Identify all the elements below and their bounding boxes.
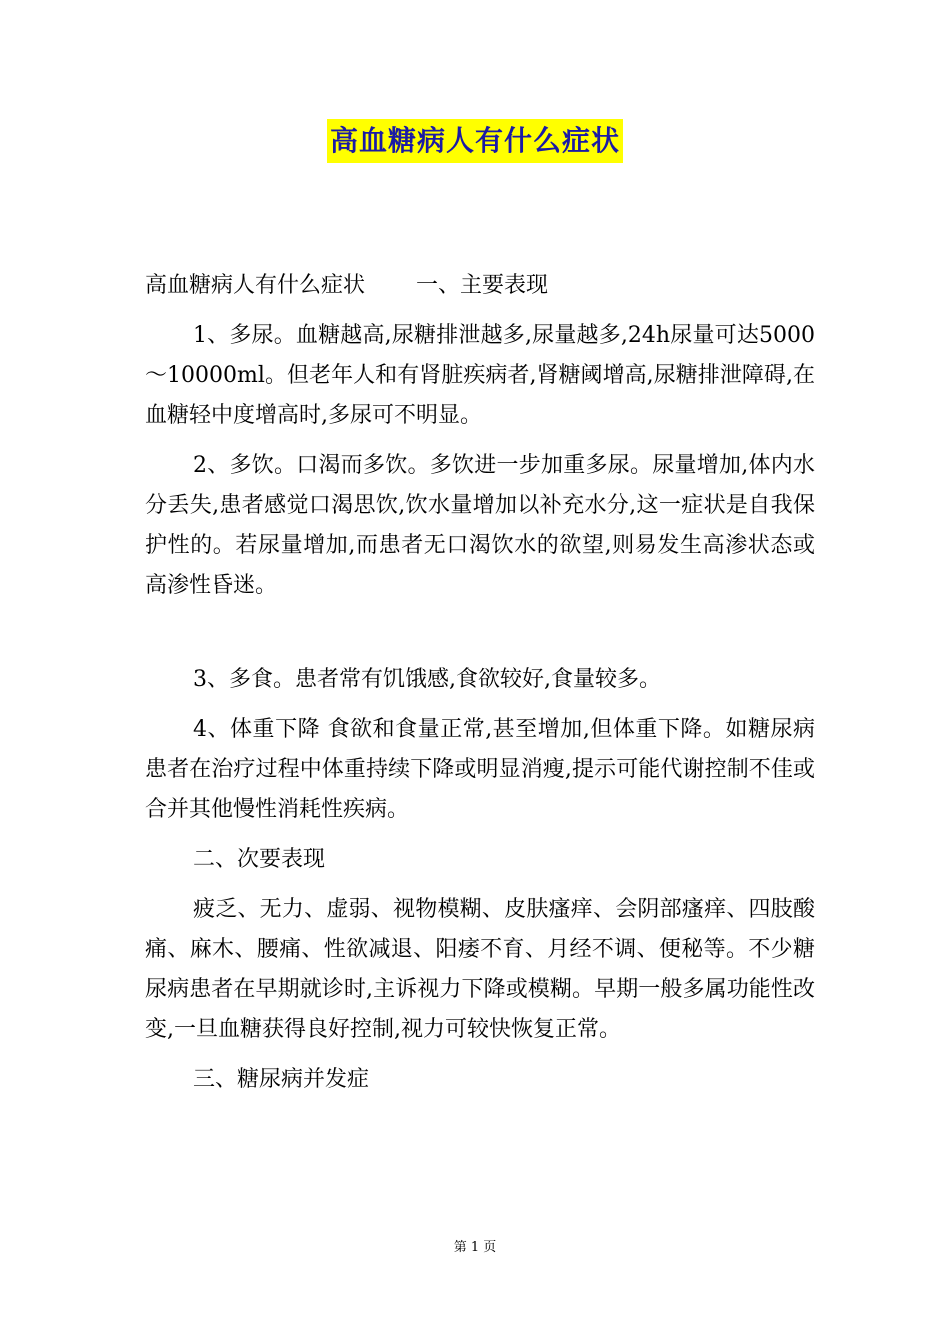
paragraph-polydipsia: 2、多饮。口渴而多饮。多饮进一步加重多尿。尿量增加,体内水分丢失,患者感觉口渴思饮,饮水量增加以补充水分,这一症状是自我保护性的。若尿量增加,而患者无口渴饮水的欲望,则易发生高渗状态或高渗性昏迷。 — [145, 453, 815, 598]
paragraph-secondary-symptoms: 疲乏、无力、虚弱、视物模糊、皮肤瘙痒、会阴部瘙痒、四肢酸痛、麻木、腰痛、性欲减退、阳痿不育、月经不调、便秘等。不少糖尿病患者在早期就诊时,主诉视力下降或模糊。早期一般多属功能性改变,一旦血糖获得良好控制,视力可较快恢复正常。 — [145, 897, 815, 1042]
title-container — [0, 119, 950, 163]
paragraph-polyuria: 1、多尿。血糖越高,尿糖排泄越多,尿量越多,24h尿量可达5000～10000ml。但老年人和有肾脏疾病者,肾糖阈增高,尿糖排泄障碍,在血糖轻中度增高时,多尿可不明显。 — [145, 323, 815, 428]
section-heading-secondary: 二、次要表现 — [193, 847, 326, 872]
paragraph-polyphagia: 3、多食。患者常有饥饿感,食欲较好,食量较多。 — [193, 667, 661, 692]
paragraph-weight-loss: 4、体重下降 食欲和食量正常,甚至增加,但体重下降。如糖尿病患者在治疗过程中体重持续下降或明显消瘦,提示可能代谢控制不佳或合并其他慢性消耗性疾病。 — [145, 717, 815, 822]
page-number: 第 1 页 — [453, 1240, 497, 1255]
document-body — [145, 266, 815, 1110]
blank-line — [145, 616, 815, 660]
page-title: 高血糖病人有什么症状 — [327, 119, 623, 163]
intro-paragraph: 高血糖病人有什么症状 一、主要表现 — [145, 273, 548, 298]
section-heading-complications: 三、糖尿病并发症 — [193, 1067, 370, 1092]
